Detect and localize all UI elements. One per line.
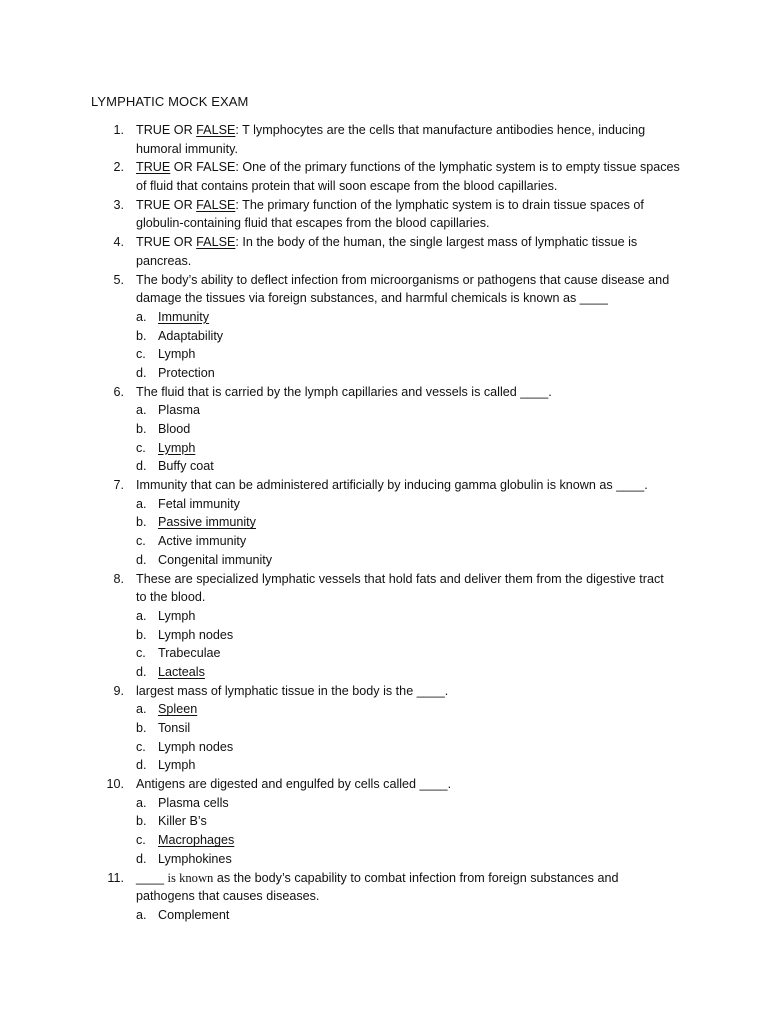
question-text-segment: of fluid that contains protein that will soon escape from the blood capillaries. [136, 179, 558, 194]
option-letter: d. [136, 365, 147, 380]
option-text: Active immunity [158, 534, 247, 549]
question-number: 11. [107, 870, 124, 885]
answer-option [0, 663, 768, 682]
option-text: Lymph [158, 608, 196, 623]
question-line [0, 289, 768, 308]
option-text: Lymph [158, 758, 196, 773]
question-text [136, 570, 664, 589]
option-letter: a. [136, 608, 147, 623]
question-line [0, 196, 768, 215]
question-number: 6. [113, 384, 124, 399]
option-text: Tonsil [158, 721, 191, 735]
question-text [136, 121, 645, 140]
option-letter: c. [136, 440, 146, 455]
question-item [0, 271, 768, 383]
question-text [136, 177, 557, 196]
question-line [0, 177, 768, 196]
option-text: Plasma [158, 403, 200, 418]
option-letter: a. [136, 309, 147, 324]
question-line [0, 121, 768, 140]
question-text [136, 233, 637, 252]
question-text-segment: largest mass of lymphatic tissue in the body is the ____. [136, 683, 449, 698]
question-text-segment: as the body’s capability to combat infection from foreign substances and [213, 870, 619, 885]
question-text-segment: The fluid that is carried by the lymph capillaries and vessels is called ____. [136, 384, 552, 399]
question-text [136, 682, 448, 701]
answer-option [0, 495, 768, 514]
question-text-segment: to the blood. [136, 590, 206, 605]
option-letter: d. [136, 552, 147, 567]
option-letter: a. [136, 795, 147, 810]
option-text: Fetal immunity [158, 496, 240, 511]
question-line [0, 271, 768, 290]
answer-option [0, 719, 768, 738]
question-line [0, 158, 768, 177]
question-text [136, 140, 238, 159]
correct-option-text: Passive immunity [158, 515, 256, 530]
question-number: 3. [113, 197, 124, 212]
question-line [0, 682, 768, 701]
correct-option-text: Immunity [158, 309, 210, 324]
option-text: Lymph [158, 347, 196, 362]
question-text-segment: damage the tissues via foreign substances, and harmful chemicals is known as ____ [136, 291, 608, 306]
answer-option [0, 401, 768, 420]
question-text [136, 289, 608, 308]
option-text: Killer B’s [158, 814, 207, 829]
option-letter: b. [136, 814, 147, 829]
question-number: 5. [113, 272, 124, 287]
option-letter: c. [136, 534, 146, 549]
question-text [136, 869, 618, 888]
question-line [0, 775, 768, 794]
option-letter: b. [136, 721, 147, 735]
question-item [0, 196, 768, 233]
answer-mark: FALSE [196, 123, 236, 137]
question-text-segment: TRUE OR [136, 123, 197, 137]
option-text: Trabeculae [158, 646, 221, 661]
question-text-segment: pancreas. [136, 253, 192, 268]
question-number: 10. [106, 777, 124, 792]
option-text: Lymphokines [158, 851, 232, 866]
option-text: Lymph nodes [158, 627, 234, 642]
question-text [136, 383, 552, 402]
question-number: 8. [113, 571, 124, 586]
question-text-segment: Antigens are digested and engulfed by cells called ____. [136, 777, 452, 792]
answer-option [0, 551, 768, 570]
question-number: 1. [113, 123, 124, 137]
question-text [136, 252, 191, 271]
answer-option [0, 626, 768, 645]
question-text-segment: globulin-containing fluid that escapes from the blood capillaries. [136, 216, 490, 231]
question-item [0, 570, 768, 682]
question-item [0, 233, 768, 270]
question-item [0, 158, 768, 195]
answer-option [0, 850, 768, 869]
question-item [0, 775, 768, 868]
question-number: 4. [113, 235, 124, 250]
question-item [0, 383, 768, 476]
answer-mark: FALSE [196, 235, 236, 250]
answer-mark: TRUE [136, 160, 171, 175]
question-line [0, 588, 768, 607]
answer-option [0, 364, 768, 383]
question-text-segment: is known [167, 870, 214, 885]
answer-option [0, 906, 768, 925]
question-line [0, 476, 768, 495]
option-text: Congenital immunity [158, 552, 273, 567]
question-number: 9. [113, 683, 124, 698]
answer-option [0, 738, 768, 757]
question-text-segment: : T lymphocytes are the cells that manufacture antibodies hence, inducing [235, 123, 646, 137]
question-text-segment: : The primary function of the lymphatic system is to drain tissue spaces of [235, 197, 644, 212]
option-letter: d. [136, 851, 147, 866]
correct-option-text: Spleen [158, 702, 198, 717]
question-text [136, 775, 451, 794]
correct-option-text: Lymph [158, 440, 196, 455]
answer-option [0, 457, 768, 476]
question-item [0, 121, 768, 158]
option-letter: b. [136, 328, 147, 343]
question-text-segment: : In the body of the human, the single largest mass of lymphatic tissue is [235, 235, 638, 250]
question-text [136, 271, 669, 290]
option-letter: c. [136, 833, 146, 848]
question-text [136, 476, 648, 495]
option-letter: d. [136, 758, 147, 773]
question-item [0, 476, 768, 569]
answer-option [0, 308, 768, 327]
answer-option [0, 532, 768, 551]
option-letter: a. [136, 496, 147, 511]
option-letter: b. [136, 422, 147, 436]
answer-option [0, 831, 768, 850]
question-text-segment: Immunity that can be administered artificially by inducing gamma globulin is known as ____. [136, 478, 648, 493]
option-text: Blood [158, 422, 191, 436]
option-text: Plasma cells [158, 795, 229, 810]
answer-option [0, 644, 768, 663]
question-text [136, 214, 490, 233]
question-line [0, 140, 768, 159]
option-letter: d. [136, 459, 147, 474]
option-text: Buffy coat [158, 459, 214, 474]
question-line [0, 214, 768, 233]
answer-option [0, 794, 768, 813]
answer-mark: FALSE [196, 197, 236, 212]
question-text-segment: OR FALSE: One of the primary functions of the lymphatic system is to empty tissue spaces [170, 160, 680, 175]
option-text: Lymph nodes [158, 739, 234, 754]
option-letter: c. [136, 739, 146, 754]
option-letter: a. [136, 702, 147, 717]
answer-option [0, 345, 768, 364]
answer-option [0, 420, 768, 439]
question-list [0, 121, 768, 925]
option-text: Protection [158, 365, 215, 380]
answer-option [0, 513, 768, 532]
option-text: Adaptability [158, 328, 224, 343]
answer-option [0, 812, 768, 831]
option-letter: c. [136, 347, 146, 362]
option-letter: d. [136, 664, 147, 679]
question-line [0, 570, 768, 589]
option-letter: a. [136, 907, 147, 922]
question-number: 7. [113, 478, 124, 493]
option-letter: a. [136, 403, 147, 418]
question-text [136, 196, 644, 215]
answer-option [0, 439, 768, 458]
document-title: LYMPHATIC MOCK EXAM [91, 94, 249, 109]
question-text-segment: TRUE OR [136, 235, 197, 250]
question-line [0, 869, 768, 888]
option-text: Complement [158, 907, 230, 922]
question-text-segment: humoral immunity. [136, 141, 238, 156]
question-item [0, 869, 768, 925]
option-letter: b. [136, 627, 147, 642]
question-number: 2. [113, 160, 124, 175]
question-text-segment: The body’s ability to deflect infection from microorganisms or pathogens that cause disease and [136, 272, 670, 287]
question-line [0, 887, 768, 906]
option-letter: c. [136, 646, 146, 661]
question-text-segment: These are specialized lymphatic vessels that hold fats and deliver them from the digestive tract [136, 571, 664, 586]
question-text-segment: pathogens that causes diseases. [136, 889, 320, 904]
question-line [0, 383, 768, 402]
answer-option [0, 756, 768, 775]
question-item [0, 682, 768, 775]
question-text-segment: ____ [136, 870, 168, 885]
answer-option [0, 607, 768, 626]
question-text [136, 588, 205, 607]
question-text [136, 158, 680, 177]
question-line [0, 233, 768, 252]
question-line [0, 252, 768, 271]
correct-option-text: Lacteals [158, 664, 205, 679]
answer-option [0, 327, 768, 346]
option-letter: b. [136, 515, 147, 530]
question-text-segment: TRUE OR [136, 197, 197, 212]
question-text [136, 887, 319, 906]
correct-option-text: Macrophages [158, 833, 235, 848]
answer-option [0, 700, 768, 719]
